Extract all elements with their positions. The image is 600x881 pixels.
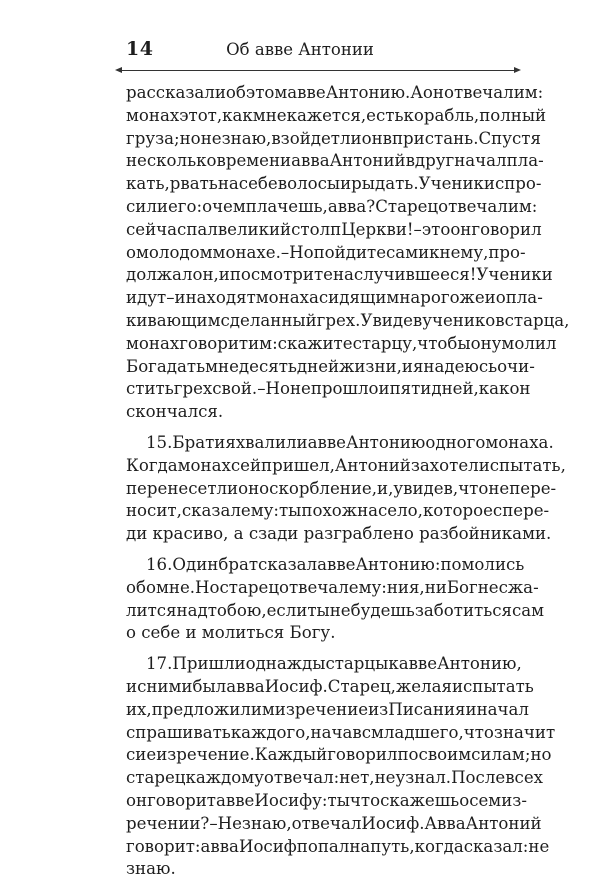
text-line: и с ними был авва Иосиф. Старец, желая испытать	[126, 676, 534, 696]
text-line: ди красиво, а сзади разграблено разбойниками.	[126, 524, 552, 544]
body-text	[126, 82, 570, 881]
text-line: старец каждому отвечал: нет, не узнал. После всех	[126, 768, 544, 788]
text-line: носит, сказал ему: ты похож на село, которое спере-	[126, 501, 550, 521]
text-line: должал он, и посмотрите на случившееся! Ученики	[126, 265, 553, 285]
text-line: монах этот, как мне кажется, есть корабль, полный	[126, 105, 547, 125]
text-line: сили его: о чем плачешь, авва? Старец отвечал им:	[126, 196, 538, 216]
text-line: идут – и находят монаха сидящим на рогоже и опла-	[126, 288, 543, 308]
text-line: кать, рвать на себе волосы и рыдать. Ученики спро-	[126, 174, 542, 194]
text-line: обо мне. Но старец отвечал ему: ни я, ни Бог не сжа-	[126, 577, 539, 597]
text-line: их, предложил им изречение из Писания и начал	[126, 699, 529, 719]
text-line: стить грех свой. – Но не прошло и пяти дней, как он	[126, 379, 531, 399]
text-line: он говорит авве Иосифу: ты что скажешь о сем из-	[126, 790, 527, 810]
paragraph-16-start: 16. Один брат сказал авве Антонию: помолись	[146, 554, 525, 574]
text-line: спрашивать каждого, начав с младшего, что значит	[126, 722, 556, 742]
text-line: говорит: авва Иосиф попал на путь, когда сказал: не	[126, 836, 550, 856]
running-title: Об авве Антонии	[226, 40, 374, 59]
text-line: сейчас пал великий столп Церкви! – это он говорил	[126, 219, 542, 239]
paragraph-15-start: 15. Братия хвалили авве Антонию одного монаха.	[146, 432, 554, 452]
text-line: Бога дать мне десять дней жизни, и я надеюсь очи-	[126, 356, 535, 376]
text-line: Когда монах сей пришел, Антоний захотел испытать,	[126, 455, 566, 475]
text-line: рассказали об этом авве Антонию. А он отвечал им:	[126, 83, 544, 102]
page-number: 14	[126, 38, 154, 60]
text-line: сие изречение. Каждый говорил по своим силам; но	[126, 745, 552, 765]
text-line: кивающим сделанный грех. Увидев учеников старца,	[126, 310, 570, 330]
text-line: речении? – Не знаю, отвечал Иосиф. Авва Антоний	[126, 813, 542, 833]
text-line: несколько времени авва Антоний вдруг начал пла-	[126, 151, 544, 171]
text-line: лится над тобою, если ты не будешь заботиться сам	[126, 600, 545, 620]
text-line: о себе и молиться Богу.	[126, 623, 336, 643]
text-line: скончался.	[126, 402, 224, 422]
paragraph-17-start: 17. Пришли однажды старцы к авве Антонию,	[146, 654, 522, 674]
text-line: груза; но не знаю, взойдет ли он в пристань. Спустя	[126, 128, 541, 148]
text-line: монах говорит им: скажите старцу, чтобы он умолил	[126, 333, 557, 353]
header-rule	[122, 70, 514, 71]
text-line: о молодом монахе. – Но пойдите сами к нему, про-	[126, 242, 526, 262]
text-line: перенесет ли он оскорбление, и, увидев, что не пере-	[126, 478, 557, 498]
text-line: знаю.	[126, 859, 176, 879]
